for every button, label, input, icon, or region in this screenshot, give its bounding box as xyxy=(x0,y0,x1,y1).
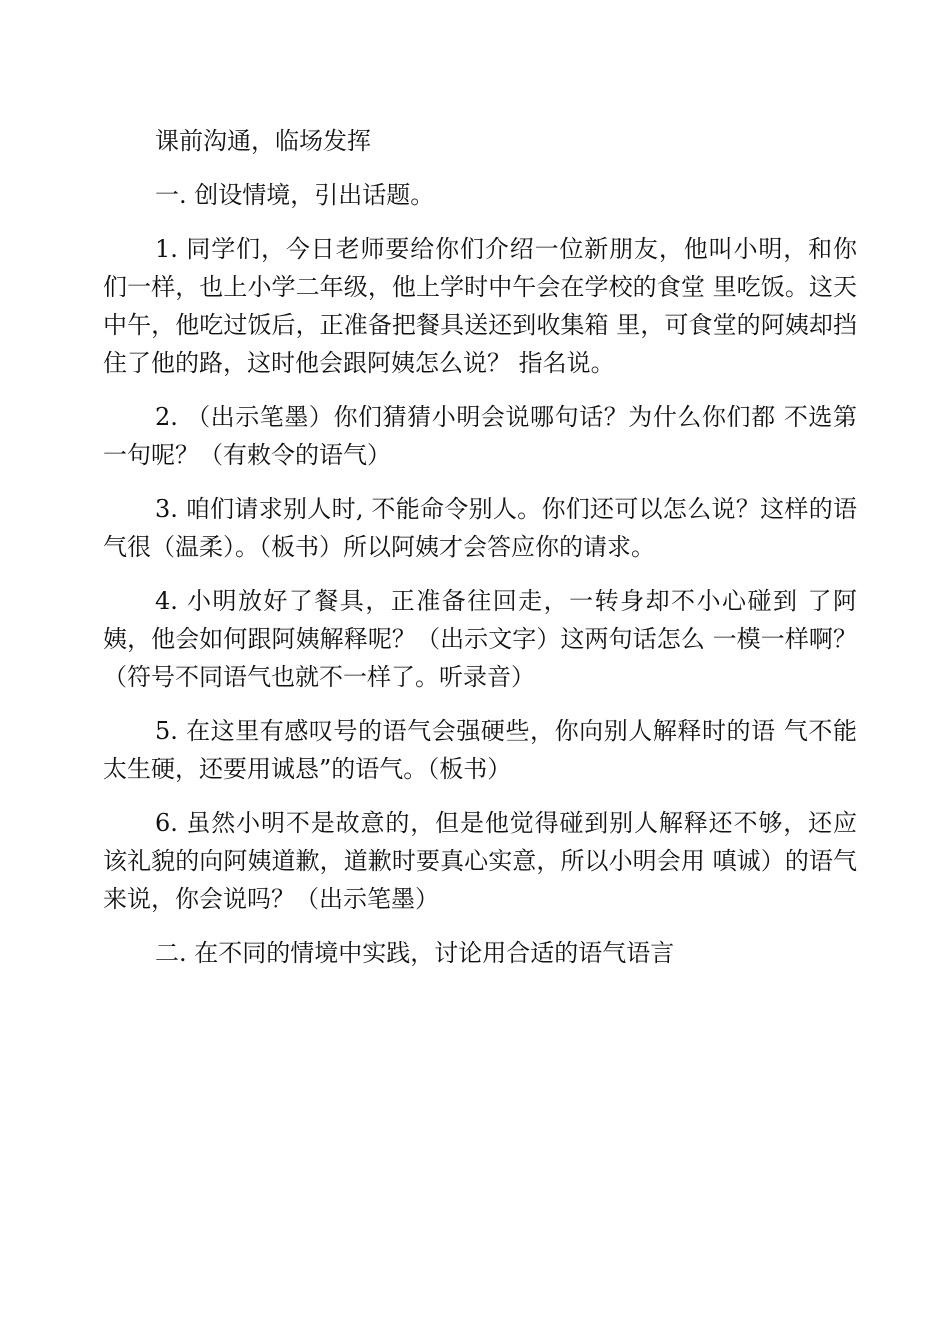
paragraph-step-3: 3. 咱们请求别人时, 不能命令别人。你们还可以怎么说？这样的语气很（温柔）。（板书）所以阿姨才会答应你的请求。 xyxy=(103,495,857,561)
section-heading-2: 二. 在不同的情境中实践，讨论用合适的语气语言 xyxy=(155,939,675,967)
section-heading-1: 一. 创设情境，引出话题。 xyxy=(155,181,435,209)
paragraph-step-2: 2. （出示笔墨）你们猜猜小明会说哪句话？为什么你们都 不选第一句呢？（有敕令的语气） xyxy=(103,403,857,469)
paragraph-step-6: 6. 虽然小明不是故意的，但是他觉得碰到别人解释还不够，还应该礼貌的向阿姨道歉，道歉时要真心实意，所以小明会用 嗔诚）的语气来说，你会说吗？（出示笔墨） xyxy=(103,809,857,913)
paragraph-step-1: 1. 同学们，今日老师要给你们介绍一位新朋友，他叫小明，和你们一样，也上小学二年级，他上学时中午会在学校的食堂 里吃饭。这天中午，他吃过饭后，正准备把餐具送还到收集箱 里，可食堂的阿姨却挡住了他的路，这时他会跟阿姨怎么说？ 指名说。 xyxy=(103,235,857,377)
paragraph-step-5: 5. 在这里有感叹号的语气会强硬些，你向别人解释时的语 气不能太生硬，还要用诚恳”的语气。（板书） xyxy=(103,717,857,783)
paragraph-step-4: 4. 小明放好了餐具，正准备往回走，一转身却不小心碰到 了阿姨，他会如何跟阿姨解释呢？（出示文字）这两句话怎么 一模一样啊？（符号不同语气也就不一样了。听录音） xyxy=(103,587,857,691)
document-body xyxy=(103,122,857,988)
paragraph-intro: 课前沟通，临场发挥 xyxy=(155,127,371,155)
